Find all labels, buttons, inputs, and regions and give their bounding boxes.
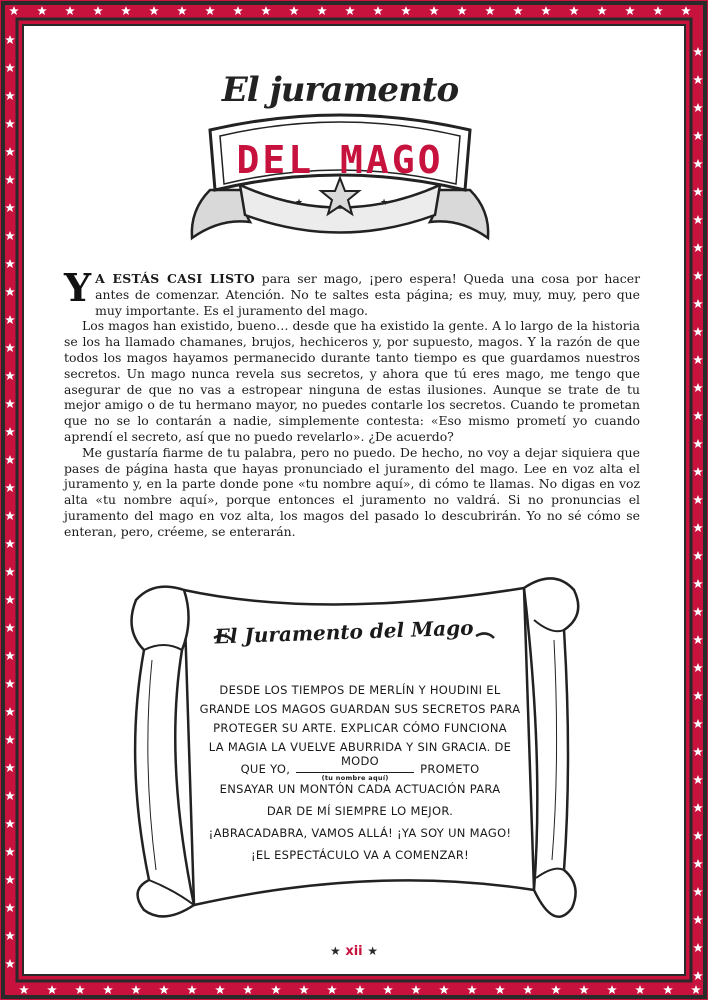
svg-text:★: ★: [295, 198, 304, 208]
oath-line-1: DESDE LOS TIEMPOS DE MERLÍN Y HOUDINI EL: [219, 683, 501, 697]
page-number-text: xii: [345, 944, 363, 959]
oath-line-3: PROTEGER SU ARTE. EXPLICAR CÓMO FUNCIONA: [213, 721, 507, 735]
oath-line-7: DAR DE MÍ SIEMPRE LO MEJOR.: [266, 804, 454, 818]
paragraph-1: [64, 265, 640, 318]
oath-line-5-pre: QUE YO,: [240, 762, 291, 776]
svg-text:★: ★: [380, 198, 389, 208]
oath-title: El Juramento del Mago: [214, 615, 474, 649]
star-icon: ★: [330, 944, 341, 958]
blank-label: (tu nombre aquí): [321, 774, 389, 782]
paragraph-1-text: para ser mago, ¡pero espera! Queda una cosa por hacer antes de comenzar. Atención. No te saltes esta página; es muy, muy, muy, pero que muy importante. Es el juramento del mago.: [95, 271, 640, 318]
oath-line-4: LA MAGIA LA VUELVE ABURRIDA Y SIN GRACIA. DE MODO: [208, 740, 512, 768]
paragraph-3: Me gustaría fiarme de tu palabra, pero no puedo. De hecho, no voy a dejar siquiera que pases de página hasta que hayas pronunciado el juramento del mago. Lee en voz alta el juramento y, en la parte donde pone «tu nombre aquí», di cómo te llamas. No digas en voz alta «tu nombre aquí», porque entonces el juramento no valdrá. Si no pronuncias el juramento del mago en voz alta, los magos del pasado lo descubrirán. Yo no sé cómo se enteran, pero, créeme, se enterarán.: [64, 444, 640, 539]
lead-in: A ESTÁS CASI LISTO: [95, 271, 255, 286]
body-text: [64, 265, 640, 540]
oath-line-5: [190, 762, 530, 782]
oath-line-8: ¡ABRACADABRA, VAMOS ALLÁ! ¡YA SOY UN MAGO!: [208, 826, 512, 840]
title-banner: [180, 40, 500, 260]
page-number: [304, 944, 404, 959]
name-blank[interactable]: [296, 765, 414, 782]
dropcap: Y: [64, 265, 92, 310]
banner-title: DEL MAGO: [236, 138, 444, 182]
star-icon: ★: [367, 944, 378, 958]
oath-line-9: ¡EL ESPECTÁCULO VA A COMENZAR!: [250, 848, 470, 862]
oath-line-2: GRANDE LOS MAGOS GUARDAN SUS SECRETOS PARA: [199, 702, 521, 716]
paragraph-2: Los magos han existido, bueno… desde que ha existido la gente. A lo largo de la historia se los ha llamado chamanes, brujos, hechiceros y, por supuesto, magos. Y la razón de que todos los magos hayamos permanecido durante tanto tiempo es que guardamos nuestros secretos. Un mago nunca revela sus secretos, y ahora que tú eres mago, me tengo que asegurar de que no vas a estropear ninguna de estas ilusiones. Aunque se trate de tu mejor amigo o de tu hermano mayor, no puedes contarle los secretos. Cuando te prometan que no se lo contarán a nadie, simplemente contesta: «Eso mismo prometí yo cuando aprendí el secreto, así que no puedo revelarlo». ¿De acuerdo?: [64, 318, 640, 444]
title-script: El juramento: [221, 70, 459, 110]
oath-line-6: ENSAYAR UN MONTÓN CADA ACTUACIÓN PARA: [219, 782, 501, 796]
oath-line-5-post: PROMETO: [420, 762, 480, 776]
